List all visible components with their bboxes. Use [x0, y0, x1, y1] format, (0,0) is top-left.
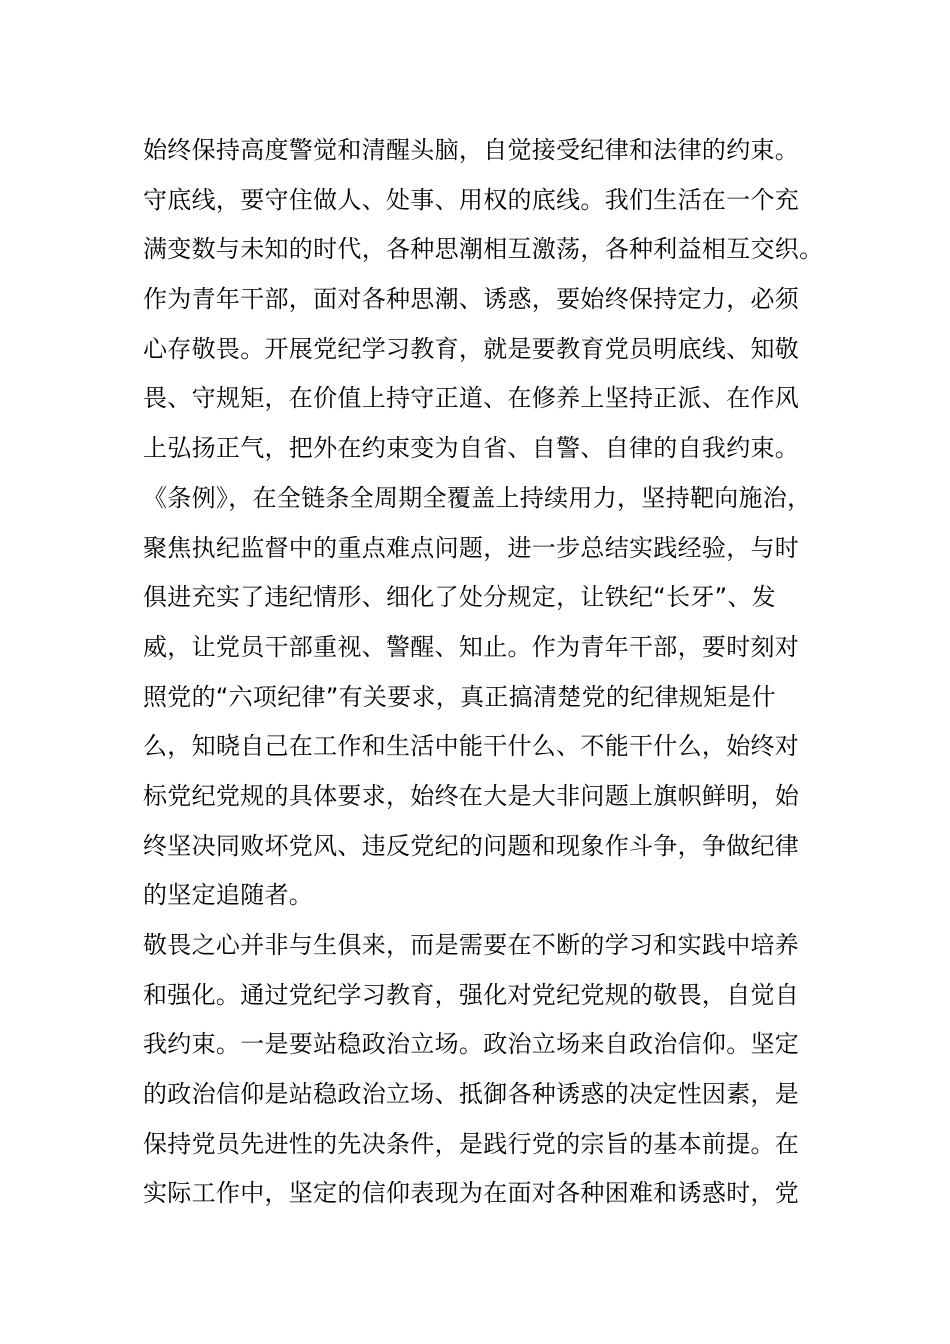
text-line: 聚焦执纪监督中的重点难点问题，进一步总结实践经验，与时 [143, 533, 800, 562]
text-line: 么，知晓自己在工作和生活中能干什么、不能干什么，始终对 [143, 732, 800, 761]
text-line: 上弘扬正气，把外在约束变为自省、自警、自律的自我约束。 [143, 434, 800, 463]
text-line: 敬畏之心并非与生俱来，而是需要在不断的学习和实践中培养 [143, 931, 800, 959]
body-text [143, 126, 833, 1219]
text-line: 的政治信仰是站稳政治立场、抵御各种诱惑的决定性因素，是 [143, 1080, 800, 1109]
text-line: 畏、守规矩，在价值上持守正道、在修养上坚持正派、在作风 [143, 384, 800, 413]
text-line: 威，让党员干部重视、警醒、知止。作为青年干部，要时刻对 [143, 632, 800, 661]
text-line: 心存敬畏。开展党纪学习教育，就是要教育党员明底线、知敬 [143, 334, 800, 363]
text-line: 守底线，要守住做人、处事、用权的底线。我们生活在一个充 [143, 185, 800, 214]
text-line: 照党的“六项纪律”有关要求，真正搞清楚党的纪律规矩是什 [143, 682, 776, 711]
text-line: 俱进充实了违纪情形、细化了处分规定，让铁纪“长牙”、发 [143, 583, 776, 612]
text-line: 和强化。通过党纪学习教育，强化对党纪党规的敬畏，自觉自 [143, 980, 800, 1009]
text-line: 保持党员先进性的先决条件，是践行党的宗旨的基本前提。在 [143, 1129, 800, 1158]
text-line: 《条例》，在全链条全周期全覆盖上持续用力，坚持靶向施治， [143, 483, 812, 512]
text-line: 满变数与未知的时代，各种思潮相互激荡，各种利益相互交织。 [143, 235, 824, 264]
text-line: 始终保持高度警觉和清醒头脑，自觉接受纪律和法律的约束。 [143, 136, 800, 164]
text-line: 终坚决同败坏党风、违反党纪的问题和现象作斗争，争做纪律 [143, 831, 800, 860]
text-line: 作为青年干部，面对各种思潮、诱惑，要始终保持定力，必须 [143, 285, 800, 314]
text-line: 的坚定追随者。 [143, 881, 314, 910]
text-line: 标党纪党规的具体要求，始终在大是大非问题上旗帜鲜明，始 [143, 781, 800, 810]
text-line: 实际工作中，坚定的信仰表现为在面对各种困难和诱惑时，党 [143, 1179, 800, 1208]
text-line: 我约束。一是要站稳政治立场。政治立场来自政治信仰。坚定 [143, 1030, 800, 1059]
